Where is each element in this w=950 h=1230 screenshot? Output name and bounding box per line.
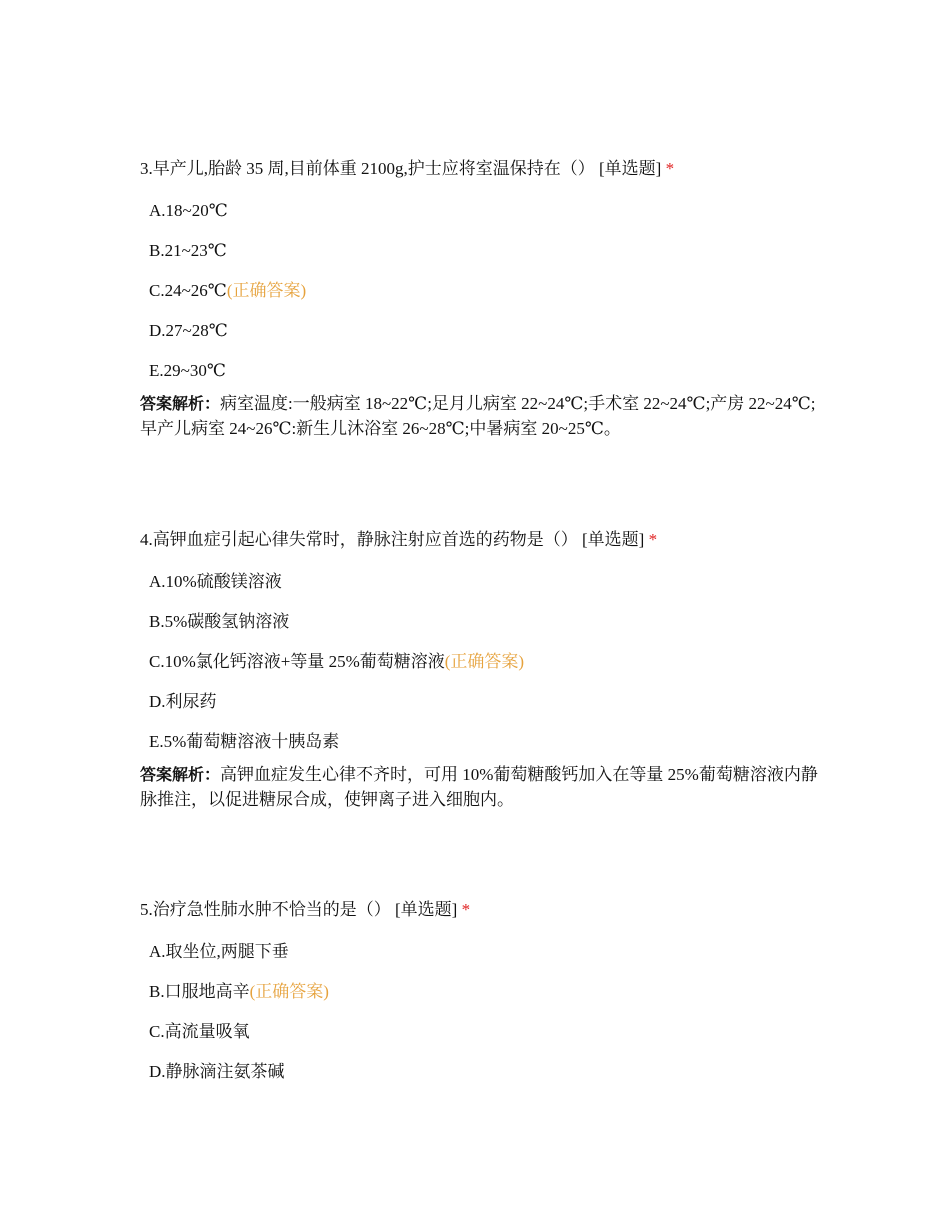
question-4 [140, 528, 820, 812]
correct-answer-label: (正确答案) [226, 281, 307, 300]
option-text: A.10%硫酸镁溶液 [149, 572, 282, 591]
option-a[interactable] [149, 191, 820, 231]
option-text: A.18~20℃ [149, 201, 228, 220]
option-text: E.29~30℃ [149, 361, 226, 380]
question-title-text: 3.早产儿,胎龄 35 周,目前体重 2100g,护士应将室温保持在（） [单选题] [140, 159, 662, 178]
option-text: B.21~23℃ [149, 241, 227, 260]
option-list [140, 191, 820, 391]
analysis-label: 答案解析： [140, 765, 221, 784]
option-list [140, 562, 820, 762]
option-text: E.5%葡萄糖溶液十胰岛素 [149, 732, 340, 751]
option-text: B.口服地高辛 [149, 982, 250, 1001]
required-mark: * [665, 159, 675, 178]
question-5 [140, 898, 820, 1092]
option-b[interactable] [149, 231, 820, 271]
option-d[interactable] [149, 1052, 820, 1092]
question-title [140, 157, 820, 181]
answer-analysis [140, 762, 820, 812]
option-text: B.5%碳酸氢钠溶液 [149, 612, 290, 631]
option-e[interactable] [149, 722, 820, 762]
option-c[interactable] [149, 642, 820, 682]
option-b[interactable] [149, 972, 820, 1012]
option-a[interactable] [149, 932, 820, 972]
question-title [140, 528, 820, 552]
option-text: D.静脉滴注氨茶碱 [149, 1062, 285, 1081]
analysis-label: 答案解析： [140, 394, 221, 413]
option-text: C.高流量吸氧 [149, 1022, 250, 1041]
option-text: A.取坐位,两腿下垂 [149, 942, 289, 961]
option-d[interactable] [149, 682, 820, 722]
option-c[interactable] [149, 1012, 820, 1052]
required-mark: * [648, 530, 658, 549]
analysis-text: 高钾血症发生心律不齐时，可用 10%葡萄糖酸钙加入在等量 25%葡萄糖溶液内静脉推注，以促进糖尿合成，使钾离子进入细胞内。 [140, 765, 818, 809]
analysis-text: 病室温度:一般病室 18~22℃;足月儿病室 22~24℃;手术室 22~24℃;产房 22~24℃;早产儿病室 24~26℃:新生儿沐浴室 26~28℃;中暑病室 20~25℃。 [140, 394, 816, 438]
option-text: C.24~26℃ [149, 281, 227, 300]
option-c[interactable] [149, 271, 820, 311]
option-e[interactable] [149, 351, 820, 391]
option-text: C.10%氯化钙溶液+等量 25%葡萄糖溶液 [149, 652, 445, 671]
option-text: D.利尿药 [149, 692, 217, 711]
option-b[interactable] [149, 602, 820, 642]
option-a[interactable] [149, 562, 820, 602]
question-title [140, 898, 820, 922]
question-3 [140, 157, 820, 441]
required-mark: * [461, 900, 471, 919]
option-list [140, 932, 820, 1092]
question-title-text: 5.治疗急性肺水肿不恰当的是（） [单选题] [140, 900, 458, 919]
question-title-text: 4.高钾血症引起心律失常时，静脉注射应首选的药物是（） [单选题] [140, 530, 645, 549]
option-text: D.27~28℃ [149, 321, 228, 340]
correct-answer-label: (正确答案) [249, 982, 329, 1001]
option-d[interactable] [149, 311, 820, 351]
answer-analysis [140, 391, 820, 441]
correct-answer-label: (正确答案) [444, 652, 525, 671]
